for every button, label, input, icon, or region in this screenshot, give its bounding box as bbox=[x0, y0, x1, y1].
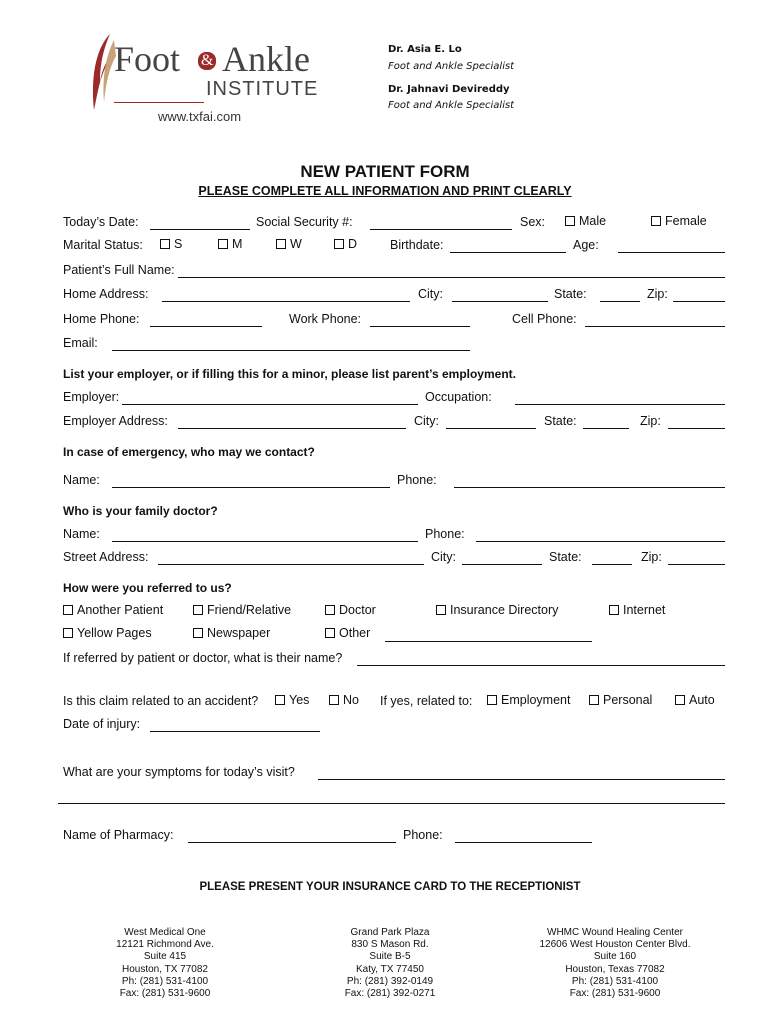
birthdate-label: Birthdate: bbox=[390, 238, 444, 252]
employer-label: Employer: bbox=[63, 390, 120, 404]
location-line: Fax: (281) 531-9600 bbox=[569, 988, 661, 1000]
home-phone-label: Home Phone: bbox=[63, 312, 140, 326]
emergency-name-field[interactable] bbox=[112, 487, 390, 488]
referral-another-patient[interactable] bbox=[63, 603, 163, 617]
referral-other-label: Other bbox=[339, 626, 371, 640]
home-zip-field[interactable] bbox=[673, 301, 725, 302]
doctor-1-name: Dr. Asia E. Lo bbox=[388, 44, 462, 55]
sex-label: Sex: bbox=[520, 215, 546, 229]
employer-zip-field[interactable] bbox=[668, 428, 725, 429]
related-personal[interactable] bbox=[589, 693, 652, 707]
pharmacy-phone-label: Phone: bbox=[403, 828, 443, 842]
referral-internet-label: Internet bbox=[623, 603, 666, 617]
female-option[interactable] bbox=[651, 214, 707, 228]
referral-newspaper[interactable] bbox=[193, 626, 270, 640]
location-line: Houston, TX 77082 bbox=[122, 963, 208, 975]
referred-name-label: If referred by patient or doctor, what is their name? bbox=[63, 651, 343, 665]
home-city-field[interactable] bbox=[452, 301, 548, 302]
location-line: Ph: (281) 392-0149 bbox=[346, 975, 434, 987]
date-of-injury-label: Date of injury: bbox=[63, 717, 141, 731]
employment-heading: List your employer, or if filling this for a minor, please list parent’s employment. bbox=[63, 367, 516, 381]
email-label: Email: bbox=[63, 336, 98, 350]
accident-yes[interactable] bbox=[275, 693, 309, 707]
website: www.txfai.com bbox=[158, 109, 242, 124]
age-label: Age: bbox=[573, 238, 599, 252]
logo bbox=[88, 32, 338, 112]
home-address-field[interactable] bbox=[162, 301, 410, 302]
email-field[interactable] bbox=[112, 350, 470, 351]
location-grand-park bbox=[320, 927, 460, 1000]
location-line: Suite 160 bbox=[593, 951, 637, 963]
marital-w-checkbox[interactable] bbox=[276, 239, 286, 249]
home-state-field[interactable] bbox=[600, 301, 640, 302]
doctor-zip-label: Zip: bbox=[641, 550, 662, 564]
work-phone-field[interactable] bbox=[370, 326, 470, 327]
accident-no[interactable] bbox=[329, 693, 359, 707]
symptoms-label: What are your symptoms for today’s visit? bbox=[63, 765, 295, 779]
home-phone-field[interactable] bbox=[150, 326, 262, 327]
doctor-name-field[interactable] bbox=[112, 541, 418, 542]
employer-state-label: State: bbox=[544, 414, 577, 428]
cell-phone-label: Cell Phone: bbox=[512, 312, 577, 326]
home-address-label: Home Address: bbox=[63, 287, 149, 301]
referral-friend[interactable] bbox=[193, 603, 291, 617]
referral-other-checkbox[interactable] bbox=[325, 628, 335, 638]
referral-insurance-label: Insurance Directory bbox=[450, 603, 559, 617]
referral-newspaper-checkbox[interactable] bbox=[193, 628, 203, 638]
employer-city-field[interactable] bbox=[446, 428, 536, 429]
referral-other-field[interactable] bbox=[385, 641, 592, 642]
occupation-field[interactable] bbox=[515, 404, 725, 405]
referral-yellow-pages-checkbox[interactable] bbox=[63, 628, 73, 638]
employer-zip-label: Zip: bbox=[640, 414, 661, 428]
related-to-label: If yes, related to: bbox=[380, 694, 473, 708]
referral-heading: How were you referred to us? bbox=[63, 581, 232, 595]
referral-another-patient-label: Another Patient bbox=[77, 603, 164, 617]
pharmacy-label: Name of Pharmacy: bbox=[63, 828, 174, 842]
occupation-label: Occupation: bbox=[425, 390, 492, 404]
referral-newspaper-label: Newspaper bbox=[207, 626, 271, 640]
age-field[interactable] bbox=[618, 252, 725, 253]
logo-word-institute: INSTITUTE bbox=[206, 78, 319, 100]
insurance-notice: PLEASE PRESENT YOUR INSURANCE CARD TO THE RECEPTIONIST bbox=[199, 881, 581, 893]
related-employment[interactable] bbox=[487, 693, 570, 707]
referral-doctor-checkbox[interactable] bbox=[325, 605, 335, 615]
marital-m-label: M bbox=[232, 237, 243, 251]
form-subtitle: PLEASE COMPLETE ALL INFORMATION AND PRINT CLEARLY bbox=[198, 184, 572, 198]
todays-date-label: Today’s Date: bbox=[63, 215, 139, 229]
male-label: Male bbox=[579, 214, 607, 228]
location-line: Ph: (281) 531-4100 bbox=[121, 975, 209, 987]
logo-word-ankle: Ankle bbox=[222, 39, 310, 79]
location-line: West Medical One bbox=[124, 927, 206, 938]
doctor-state-label: State: bbox=[549, 550, 582, 564]
marital-option-d[interactable] bbox=[334, 237, 357, 251]
location-line: 12606 West Houston Center Blvd. bbox=[539, 939, 691, 951]
marital-w-label: W bbox=[290, 237, 302, 251]
pharmacy-phone-field[interactable] bbox=[455, 842, 592, 843]
logo-underline bbox=[114, 102, 204, 103]
marital-option-m[interactable] bbox=[218, 237, 242, 251]
referral-insurance[interactable] bbox=[436, 603, 558, 617]
form-title: NEW PATIENT FORM bbox=[300, 162, 470, 181]
marital-d-checkbox[interactable] bbox=[334, 239, 344, 249]
male-option[interactable] bbox=[565, 214, 606, 228]
birthdate-field[interactable] bbox=[450, 252, 566, 253]
work-phone-label: Work Phone: bbox=[289, 312, 362, 326]
doctor-2-title: Foot and Ankle Specialist bbox=[388, 100, 515, 111]
doctor-state-field[interactable] bbox=[592, 564, 632, 565]
employer-field[interactable] bbox=[122, 404, 418, 405]
home-state-label: State: bbox=[554, 287, 587, 301]
doctor-phone-label: Phone: bbox=[425, 527, 465, 541]
location-line: Suite 415 bbox=[143, 951, 187, 963]
referral-internet-checkbox[interactable] bbox=[609, 605, 619, 615]
doctor-phone-field[interactable] bbox=[476, 541, 725, 542]
referred-name-field[interactable] bbox=[357, 665, 725, 666]
emergency-phone-label: Phone: bbox=[397, 473, 437, 487]
location-whmc bbox=[525, 927, 705, 1000]
doctor-zip-field[interactable] bbox=[668, 564, 725, 565]
referral-friend-label: Friend/Relative bbox=[207, 603, 292, 617]
emergency-phone-field[interactable] bbox=[454, 487, 725, 488]
employer-address-label: Employer Address: bbox=[63, 414, 168, 428]
ssn-field[interactable] bbox=[370, 229, 512, 230]
female-checkbox[interactable] bbox=[651, 216, 661, 226]
related-personal-label: Personal bbox=[603, 693, 653, 707]
related-personal-checkbox[interactable] bbox=[589, 695, 599, 705]
doctor-2-name: Dr. Jahnavi Devireddy bbox=[388, 84, 510, 95]
employer-address-field[interactable] bbox=[178, 428, 406, 429]
accident-yes-checkbox[interactable] bbox=[275, 695, 285, 705]
referral-friend-checkbox[interactable] bbox=[193, 605, 203, 615]
doctor-city-label: City: bbox=[431, 550, 456, 564]
related-employment-label: Employment bbox=[501, 693, 571, 707]
marital-m-checkbox[interactable] bbox=[218, 239, 228, 249]
ssn-label: Social Security #: bbox=[256, 215, 353, 229]
doctor-city-field[interactable] bbox=[462, 564, 542, 565]
home-city-label: City: bbox=[418, 287, 443, 301]
emergency-name-label: Name: bbox=[63, 473, 100, 487]
location-line: Houston, Texas 77082 bbox=[565, 963, 665, 975]
marital-status-label: Marital Status: bbox=[63, 238, 143, 252]
referral-doctor[interactable] bbox=[325, 603, 376, 617]
marital-s-checkbox[interactable] bbox=[160, 239, 170, 249]
marital-s-label: S bbox=[174, 237, 183, 251]
marital-option-w[interactable] bbox=[276, 237, 302, 251]
referral-yellow-pages-label: Yellow Pages bbox=[77, 626, 152, 640]
location-west-medical bbox=[95, 927, 235, 1000]
referral-other[interactable] bbox=[325, 626, 370, 640]
doctor-1-title: Foot and Ankle Specialist bbox=[388, 61, 515, 72]
todays-date-field[interactable] bbox=[150, 229, 250, 230]
doctor-street-label: Street Address: bbox=[63, 550, 149, 564]
accident-no-label: No bbox=[343, 693, 359, 707]
male-checkbox[interactable] bbox=[565, 216, 575, 226]
location-line: Fax: (281) 531-9600 bbox=[119, 988, 211, 1000]
home-zip-label: Zip: bbox=[647, 287, 668, 301]
date-of-injury-field[interactable] bbox=[150, 731, 320, 732]
location-line: 12121 Richmond Ave. bbox=[116, 939, 214, 951]
referral-insurance-checkbox[interactable] bbox=[436, 605, 446, 615]
full-name-field[interactable] bbox=[178, 277, 725, 278]
doctor-heading: Who is your family doctor? bbox=[63, 504, 218, 518]
location-line: Suite B-5 bbox=[369, 951, 411, 963]
logo-amp: & bbox=[198, 52, 216, 70]
pharmacy-field[interactable] bbox=[188, 842, 396, 843]
location-line: Katy, TX 77450 bbox=[355, 963, 424, 975]
related-auto-checkbox[interactable] bbox=[675, 695, 685, 705]
accident-question: Is this claim related to an accident? bbox=[63, 694, 259, 708]
location-line: 830 S Mason Rd. bbox=[351, 939, 429, 951]
marital-option-s[interactable] bbox=[160, 237, 182, 251]
symptoms-field[interactable] bbox=[318, 779, 725, 780]
location-line: Ph: (281) 531-4100 bbox=[571, 975, 659, 987]
accident-no-checkbox[interactable] bbox=[329, 695, 339, 705]
emergency-heading: In case of emergency, who may we contact? bbox=[63, 445, 315, 459]
female-label: Female bbox=[665, 214, 707, 228]
logo-word-foot: Foot bbox=[114, 39, 181, 79]
location-line: Fax: (281) 392-0271 bbox=[344, 988, 436, 1000]
doctor-street-field[interactable] bbox=[158, 564, 424, 565]
doctor-name-label: Name: bbox=[63, 527, 100, 541]
full-name-label: Patient’s Full Name: bbox=[63, 263, 175, 277]
referral-internet[interactable] bbox=[609, 603, 665, 617]
related-auto-label: Auto bbox=[689, 693, 715, 707]
related-auto[interactable] bbox=[675, 693, 715, 707]
marital-d-label: D bbox=[348, 237, 358, 251]
location-line: WHMC Wound Healing Center bbox=[547, 927, 683, 938]
employer-city-label: City: bbox=[414, 414, 439, 428]
symptoms-field-2[interactable] bbox=[58, 803, 725, 804]
referral-doctor-label: Doctor bbox=[339, 603, 376, 617]
referral-another-patient-checkbox[interactable] bbox=[63, 605, 73, 615]
employer-state-field[interactable] bbox=[583, 428, 629, 429]
related-employment-checkbox[interactable] bbox=[487, 695, 497, 705]
referral-yellow-pages[interactable] bbox=[63, 626, 152, 640]
accident-yes-label: Yes bbox=[289, 693, 310, 707]
location-line: Grand Park Plaza bbox=[350, 927, 430, 938]
cell-phone-field[interactable] bbox=[585, 326, 725, 327]
